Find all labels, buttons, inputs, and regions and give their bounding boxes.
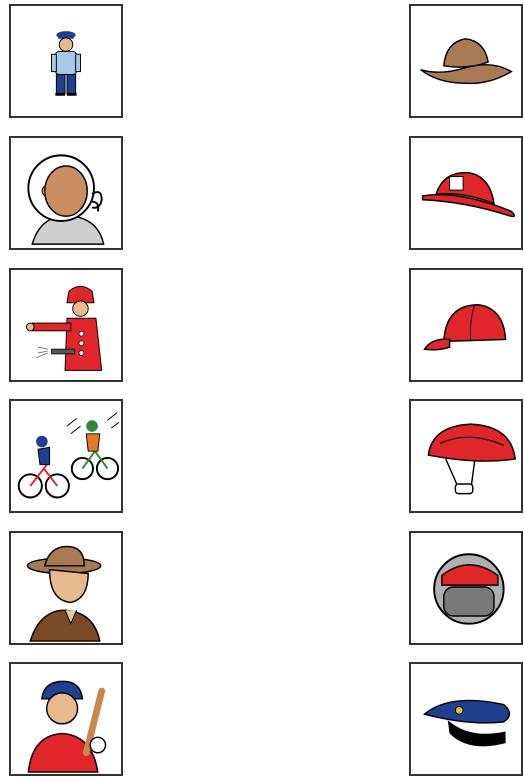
cowboy-icon	[11, 533, 121, 643]
card-cowboy-hat[interactable]	[409, 4, 523, 118]
card-cowboy[interactable]	[9, 531, 123, 645]
baseball-player-icon	[11, 664, 121, 774]
space-helmet-icon	[411, 533, 521, 643]
card-police-officer[interactable]	[9, 4, 123, 118]
baseball-cap-icon	[411, 270, 521, 380]
card-firefighter[interactable]	[9, 268, 123, 382]
bicycle-helmet-icon	[411, 401, 521, 511]
astronaut-icon	[11, 138, 121, 248]
card-astronaut[interactable]	[9, 136, 123, 250]
cyclists-icon	[11, 401, 121, 511]
card-firefighter-helmet[interactable]	[409, 136, 523, 250]
police-cap-icon	[411, 664, 521, 774]
card-bicycle-helmet[interactable]	[409, 399, 523, 513]
firefighter-helmet-icon	[411, 138, 521, 248]
firefighter-icon	[11, 270, 121, 380]
card-cyclists[interactable]	[9, 399, 123, 513]
cowboy-hat-icon	[411, 6, 521, 116]
card-police-cap[interactable]	[409, 662, 523, 776]
police-officer-icon	[11, 6, 121, 116]
card-baseball-player[interactable]	[9, 662, 123, 776]
card-baseball-cap[interactable]	[409, 268, 523, 382]
card-space-helmet[interactable]	[409, 531, 523, 645]
